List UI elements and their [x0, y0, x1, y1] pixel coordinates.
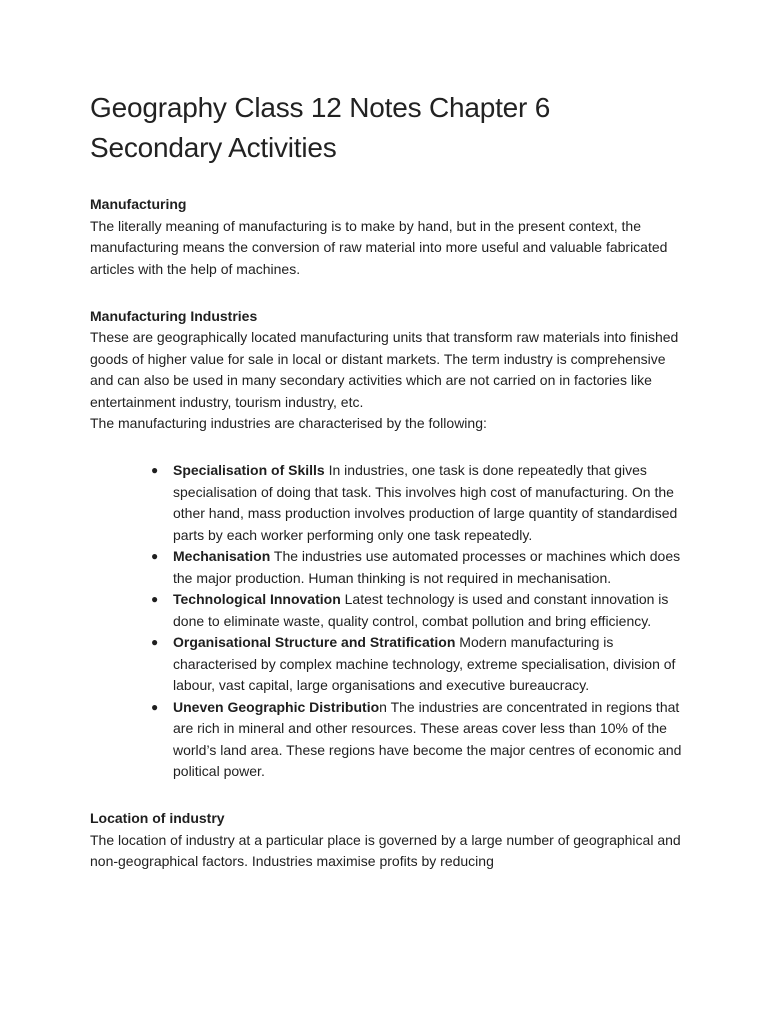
- item-text: Latest technology is used and constant innovation is done to eliminate waste, quality control, combat pollution and bring efficiency.: [173, 591, 669, 629]
- section-heading: Manufacturing: [90, 196, 187, 212]
- item-text: n The industries are concentrated in regions that are rich in mineral and other resources. These areas cover less than 10% of the world’s land area. These regions have become the major centres of economic and political power.: [173, 698, 682, 779]
- section-location-of-industry: [90, 808, 690, 873]
- item-text: Modern manufacturing is characterised by complex machine technology, extreme specialisation, division of labour, vast capital, large organisations and executive bureaucracy.: [173, 634, 676, 693]
- item-term: Technological Innovation: [173, 591, 341, 607]
- bullet-icon: ●: [151, 463, 159, 477]
- item-text: The industries use automated processes or machines which does the major production. Human thinking is not required in mechanisation.: [173, 548, 681, 586]
- item-term: Mechanisation: [173, 548, 271, 564]
- section-manufacturing: [90, 194, 690, 280]
- section-body: The literally meaning of manufacturing is to make by hand, but in the present context, the manufacturing means the conversion of raw material into more useful and valuable fabricated articles with the help of machines.: [90, 217, 668, 277]
- item-term: Organisational Structure and Stratification: [173, 634, 456, 650]
- list-item: [151, 460, 683, 546]
- bullet-icon: ●: [151, 549, 159, 563]
- section-body: The location of industry at a particular place is governed by a large number of geographical and non-geographical factors. Industries maximise profits by reducing: [90, 831, 681, 869]
- bullet-icon: ●: [151, 592, 159, 606]
- list-item: [151, 589, 683, 632]
- section-heading: Manufacturing Industries: [90, 307, 258, 324]
- spacer: [90, 280, 690, 302]
- title-spacer: [90, 168, 690, 194]
- document-page: [90, 88, 690, 873]
- section-intro: The manufacturing industries are characterised by the following:: [90, 415, 487, 431]
- list-item: [151, 632, 683, 697]
- spacer: [90, 783, 690, 805]
- characteristics-list: [151, 460, 683, 783]
- list-item: [151, 546, 683, 589]
- bullet-icon: ●: [151, 635, 159, 649]
- title-line-2: Secondary Activities: [90, 132, 337, 163]
- section-manufacturing-industries: [90, 306, 690, 435]
- item-term: Specialisation of Skills: [173, 462, 325, 478]
- title-line-1: Geography Class 12 Notes Chapter 6: [90, 92, 551, 123]
- bullet-icon: ●: [151, 699, 159, 714]
- list-item: [151, 697, 683, 783]
- section-heading: Location of industry: [90, 810, 225, 826]
- spacer: [90, 435, 690, 457]
- section-body: These are geographically located manufacturing units that transform raw materials into finished goods of higher value for sale in local or distant markets. The term industry is comprehensive and can also be used in many secondary activities which are not carried on in factories like entertainment industry, tourism industry, etc.: [90, 329, 679, 410]
- item-term: Uneven Geographic Distributio: [173, 698, 380, 715]
- document-title: [90, 88, 690, 168]
- item-text: In industries, one task is done repeatedly that gives specialisation of doing that task. This involves high cost of manufacturing. On the other hand, mass production involves production of large quantity of standardised parts by each worker performing only one task repeatedly.: [173, 462, 678, 543]
